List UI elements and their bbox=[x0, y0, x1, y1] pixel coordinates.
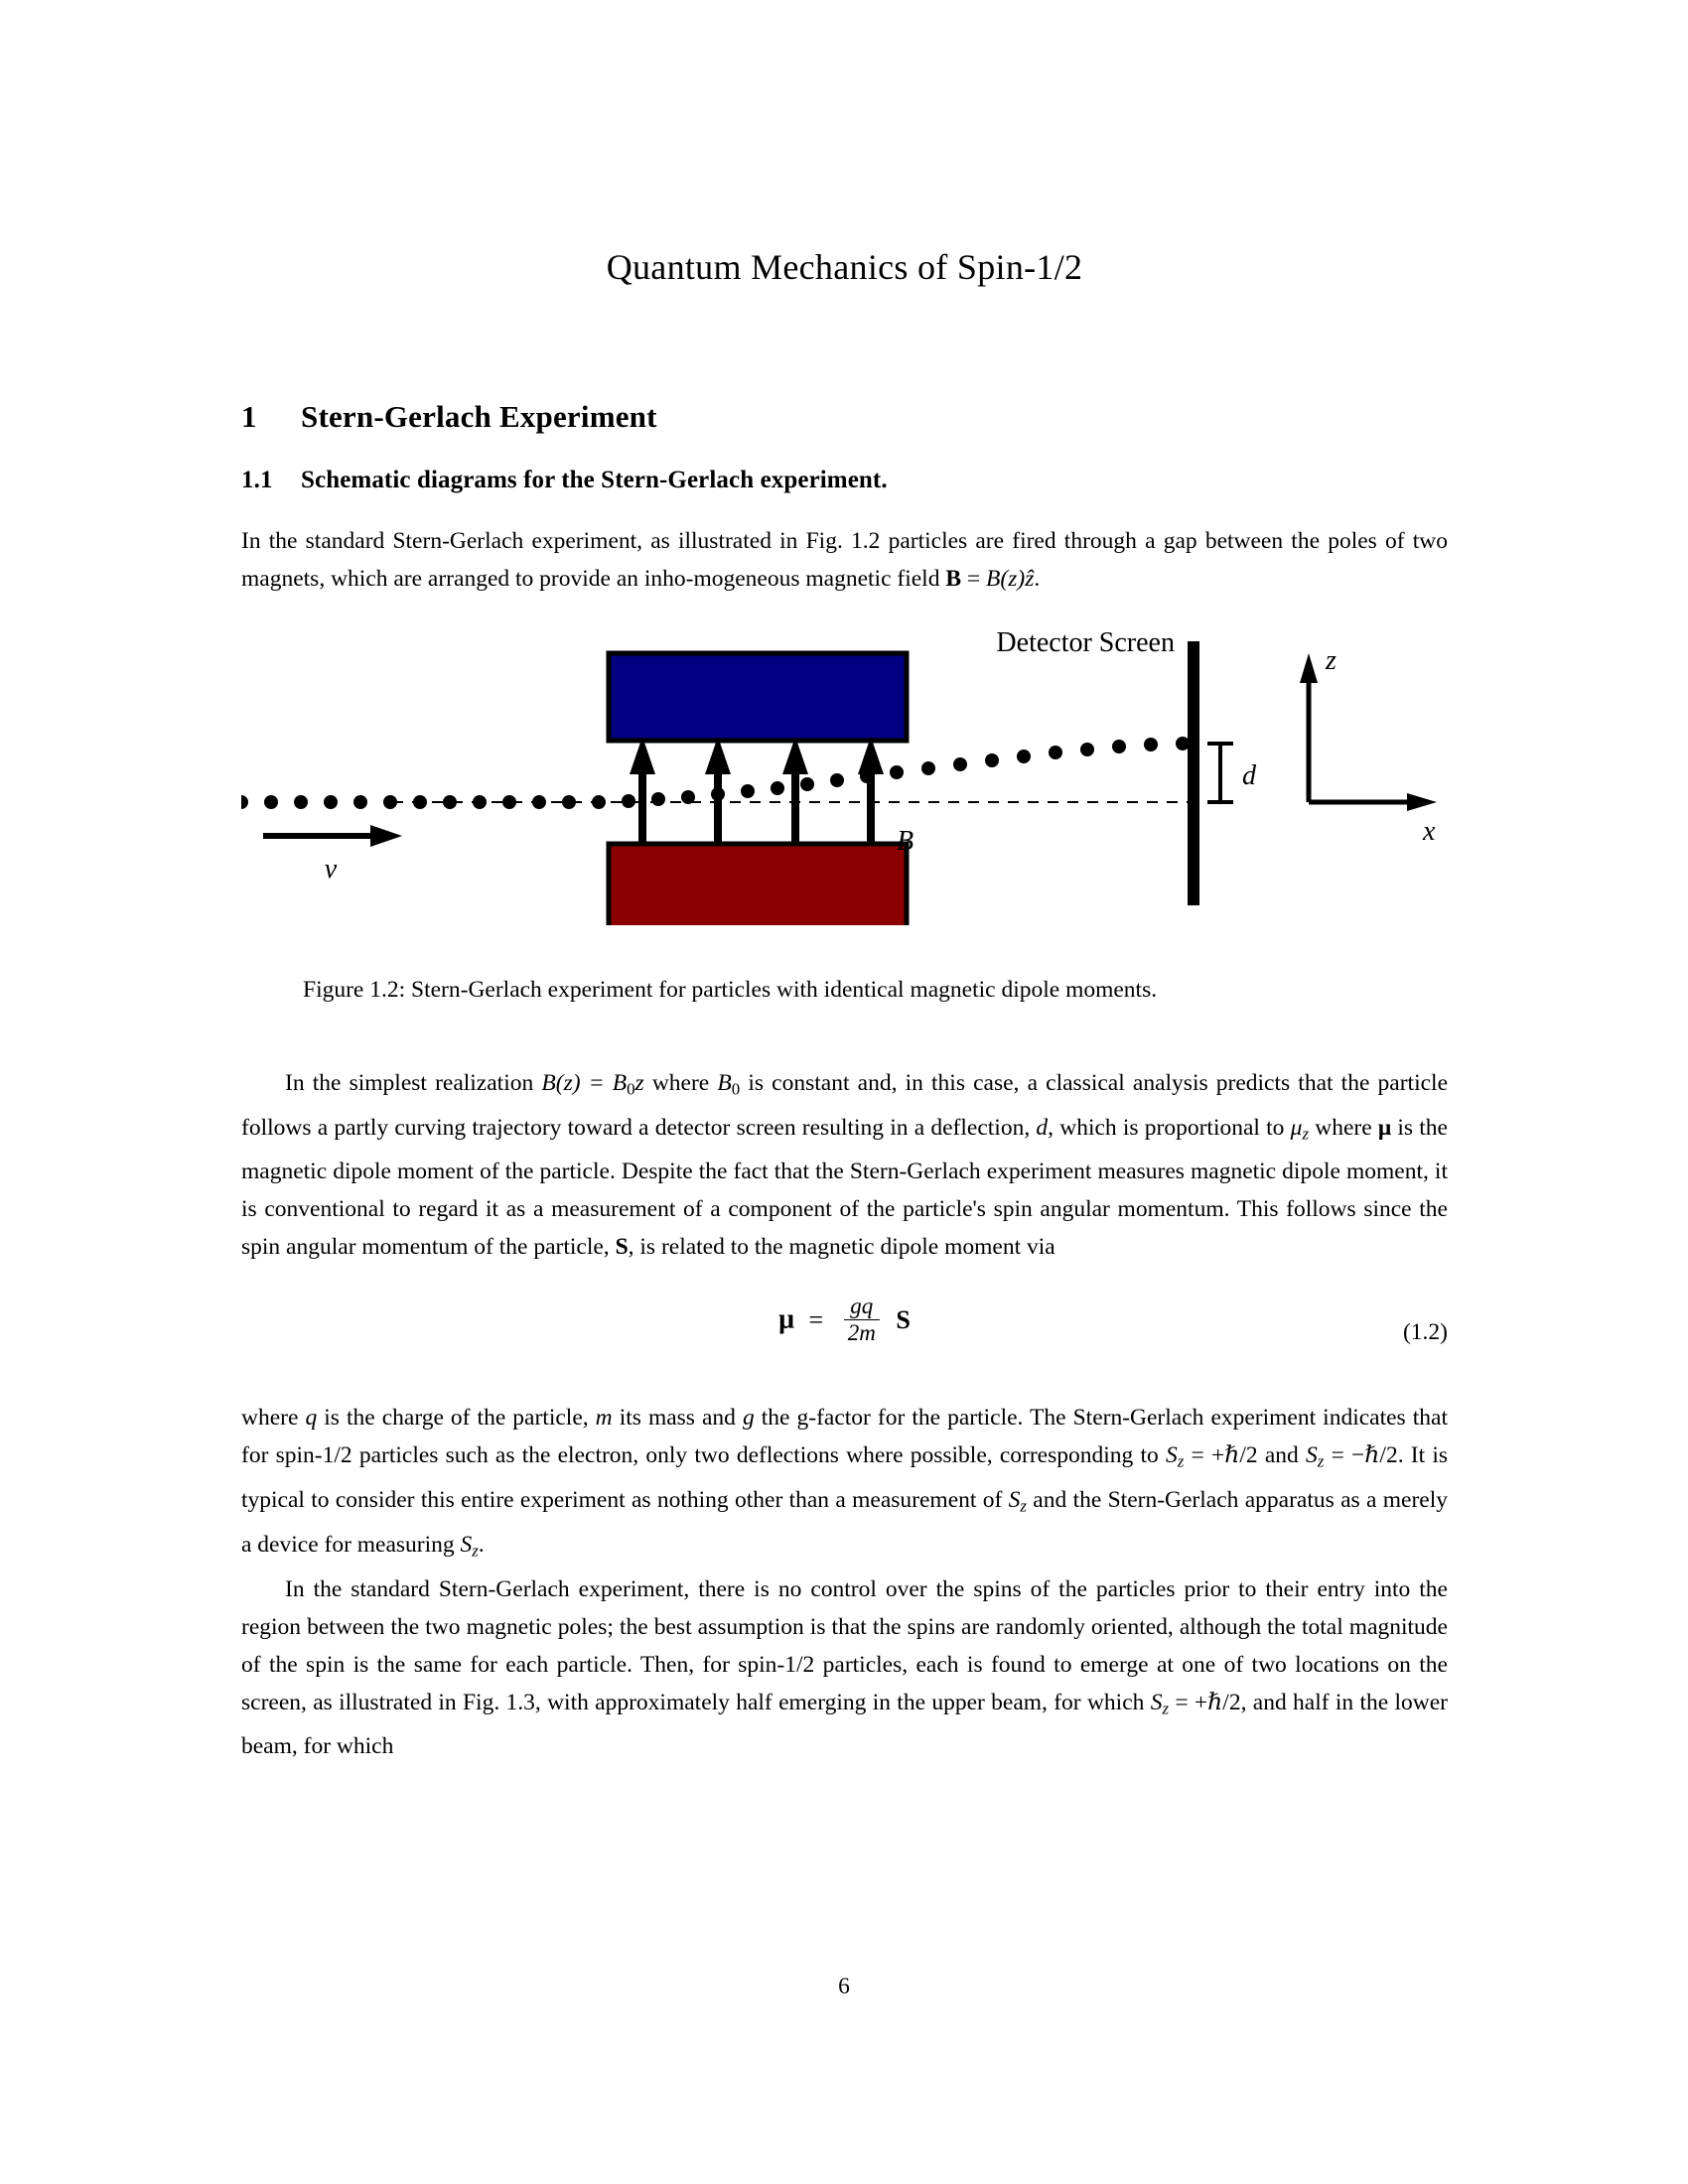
math-plus-hbar-2: = +ℏ/2 bbox=[1169, 1689, 1241, 1715]
p3-text-e: and bbox=[1257, 1442, 1307, 1469]
equation-fraction bbox=[844, 1294, 880, 1346]
velocity-label: v bbox=[324, 854, 338, 885]
math-mu: μ bbox=[1290, 1114, 1303, 1141]
math-g: g bbox=[742, 1405, 755, 1432]
section-title: Stern-Gerlach Experiment bbox=[301, 399, 657, 434]
math-Bz-eq: B(z) = B bbox=[541, 1070, 628, 1096]
subsection-title: Schematic diagrams for the Stern-Gerlach experiment. bbox=[301, 467, 888, 493]
figure-caption: Figure 1.2: Stern-Gerlach experiment for particles with identical magnetic dipole moments. bbox=[303, 977, 1158, 1003]
paragraph-random-spins bbox=[241, 1570, 1448, 1766]
paragraph-classical-analysis bbox=[241, 1064, 1448, 1266]
page-title: Quantum Mechanics of Spin-1/2 bbox=[606, 247, 1083, 287]
section-heading-1 bbox=[241, 399, 1448, 435]
equation-lhs: μ bbox=[778, 1303, 795, 1335]
deflection-label: d bbox=[1242, 760, 1256, 791]
field-arrow bbox=[705, 737, 731, 844]
p2-text-a: In the simplest realization bbox=[285, 1070, 542, 1096]
field-arrow bbox=[630, 737, 655, 844]
p3-text-f: . It is typical to consider this entire experiment as nothing other than a measurement of bbox=[241, 1442, 1449, 1514]
deflection-bracket bbox=[1207, 744, 1233, 802]
math-B0z: z bbox=[634, 1070, 644, 1096]
coordinate-axes bbox=[1300, 653, 1437, 811]
math-mu-bold: μ bbox=[1377, 1114, 1392, 1141]
magnetic-field-arrows bbox=[630, 737, 884, 844]
equation-equals: = bbox=[808, 1304, 824, 1334]
math-d: d bbox=[1036, 1114, 1049, 1141]
math-z-sub-1: z bbox=[1177, 1452, 1185, 1472]
section-heading-1-1 bbox=[241, 467, 1448, 494]
p3-text-b: is the charge of the particle, bbox=[317, 1405, 596, 1432]
math-B0: B bbox=[717, 1070, 732, 1096]
math-m: m bbox=[595, 1405, 613, 1432]
math-Sz-3: S bbox=[1008, 1487, 1021, 1514]
detector-screen-label: Detector Screen bbox=[996, 627, 1175, 658]
math-q: q bbox=[305, 1405, 318, 1432]
math-z-sub-3: z bbox=[1020, 1496, 1027, 1516]
axis-label-z: z bbox=[1326, 645, 1336, 676]
p3-text-g: and the Stern-Gerlach apparatus as a merely a device for measuring bbox=[241, 1487, 1448, 1558]
p4-text-b: , and half in the lower beam, for which bbox=[241, 1689, 1449, 1760]
stern-gerlach-diagram bbox=[241, 627, 1448, 925]
math-B-of-z: B(z) bbox=[986, 566, 1026, 592]
page-number: 6 bbox=[838, 1974, 850, 1999]
math-minus-hbar: = −ℏ/2 bbox=[1324, 1442, 1398, 1469]
north-magnet-pole bbox=[609, 653, 907, 741]
math-z-hat: ẑ bbox=[1025, 566, 1035, 592]
axis-label-x: x bbox=[1423, 816, 1436, 847]
math-z-sub-4: z bbox=[472, 1541, 479, 1561]
p3-text-a: where bbox=[241, 1405, 306, 1432]
equation-1-2 bbox=[241, 1292, 1448, 1377]
equation-numerator: gq bbox=[850, 1294, 874, 1319]
p2-text-c: is constant and, in this case, a classical analysis predicts that the particle follows a partly curving trajectory toward a detector screen resulting in a deflection, bbox=[241, 1070, 1448, 1141]
detector-screen-bar bbox=[1188, 641, 1199, 905]
math-plus-hbar: = +ℏ/2 bbox=[1184, 1442, 1258, 1469]
math-Sz-5: S bbox=[1150, 1689, 1163, 1715]
p3-text-h: . bbox=[478, 1531, 485, 1558]
field-label: B bbox=[897, 826, 914, 857]
intro-text: In the standard Stern-Gerlach experiment, as illustrated in Fig. 1.2 particles are fired through a gap between the poles of two magnets, which are arranged to provide an inho-mogeneous magnetic field bbox=[241, 528, 1448, 592]
p4-text-a: In the standard Stern-Gerlach experiment, there is no control over the spins of the particles prior to their entry into the region between the two magnetic poles; the best assumption is that the spins are randomly oriented, although the total magnitude of the spin is the same for each particle. Then, for spin-1/2 particles, each is found to emerge at one of two locations on the screen, as illustrated in Fig. 1.3, with approximately half emerging in the upper beam, for which bbox=[241, 1575, 1448, 1715]
math-B0-sub-2: 0 bbox=[731, 1079, 741, 1099]
math-B-vector: B bbox=[945, 566, 962, 592]
paragraph-charge-mass bbox=[241, 1399, 1448, 1570]
page-content bbox=[241, 0, 1448, 1765]
math-S-bold: S bbox=[615, 1234, 629, 1261]
p3-text-c: its mass and bbox=[612, 1405, 743, 1432]
equation-denominator: 2m bbox=[844, 1319, 880, 1346]
math-Sz-4: S bbox=[460, 1531, 473, 1558]
math-Sz-1: S bbox=[1165, 1442, 1178, 1469]
velocity-arrow bbox=[263, 825, 402, 847]
equation-body bbox=[241, 1296, 1448, 1348]
p2-text-b: where bbox=[643, 1070, 718, 1096]
section-number: 1 bbox=[241, 399, 257, 434]
p2-text-g: , is related to the magnetic dipole moment via bbox=[628, 1234, 1055, 1261]
p2-text-e: where bbox=[1309, 1114, 1378, 1141]
figure-1-2 bbox=[241, 627, 1448, 925]
field-arrow bbox=[858, 737, 884, 844]
equation-rhs: S bbox=[896, 1304, 911, 1334]
equation-tag: (1.2) bbox=[1402, 1319, 1448, 1346]
math-B0-sub: 0 bbox=[627, 1079, 635, 1099]
math-z-sub-5: z bbox=[1162, 1699, 1170, 1718]
intro-text-end: . bbox=[1034, 566, 1041, 592]
math-mu-z-sub: z bbox=[1302, 1124, 1310, 1144]
paragraph-intro: In the standard Stern-Gerlach experiment, as illustrated in Fig. 1.2 particles are fired through a gap between the poles of two magnets, which are arranged to provide an inho-mogeneous magnetic field B = B(z)ẑ. bbox=[241, 528, 1448, 592]
subsection-number: 1.1 bbox=[241, 467, 273, 493]
math-z-sub-2: z bbox=[1317, 1452, 1325, 1472]
south-magnet-pole bbox=[609, 844, 907, 925]
p3-text-d: the g-factor for the particle. The Stern-Gerlach experiment indicates that for spin-1/2 particles such as the electron, only two deflections where possible, corresponding to bbox=[241, 1405, 1448, 1469]
p2-text-d: , which is proportional to bbox=[1048, 1114, 1291, 1141]
incoming-particle-beam bbox=[241, 795, 606, 809]
math-Sz-2: S bbox=[1306, 1442, 1318, 1469]
p2-text-f: is the magnetic dipole moment of the particle. Despite the fact that the Stern-Gerlach experiment measures magnetic dipole moment, it is conventional to regard it as a measurement of a component of the particle's spin angular momentum. This follows since the spin angular momentum of the particle, bbox=[241, 1114, 1448, 1261]
